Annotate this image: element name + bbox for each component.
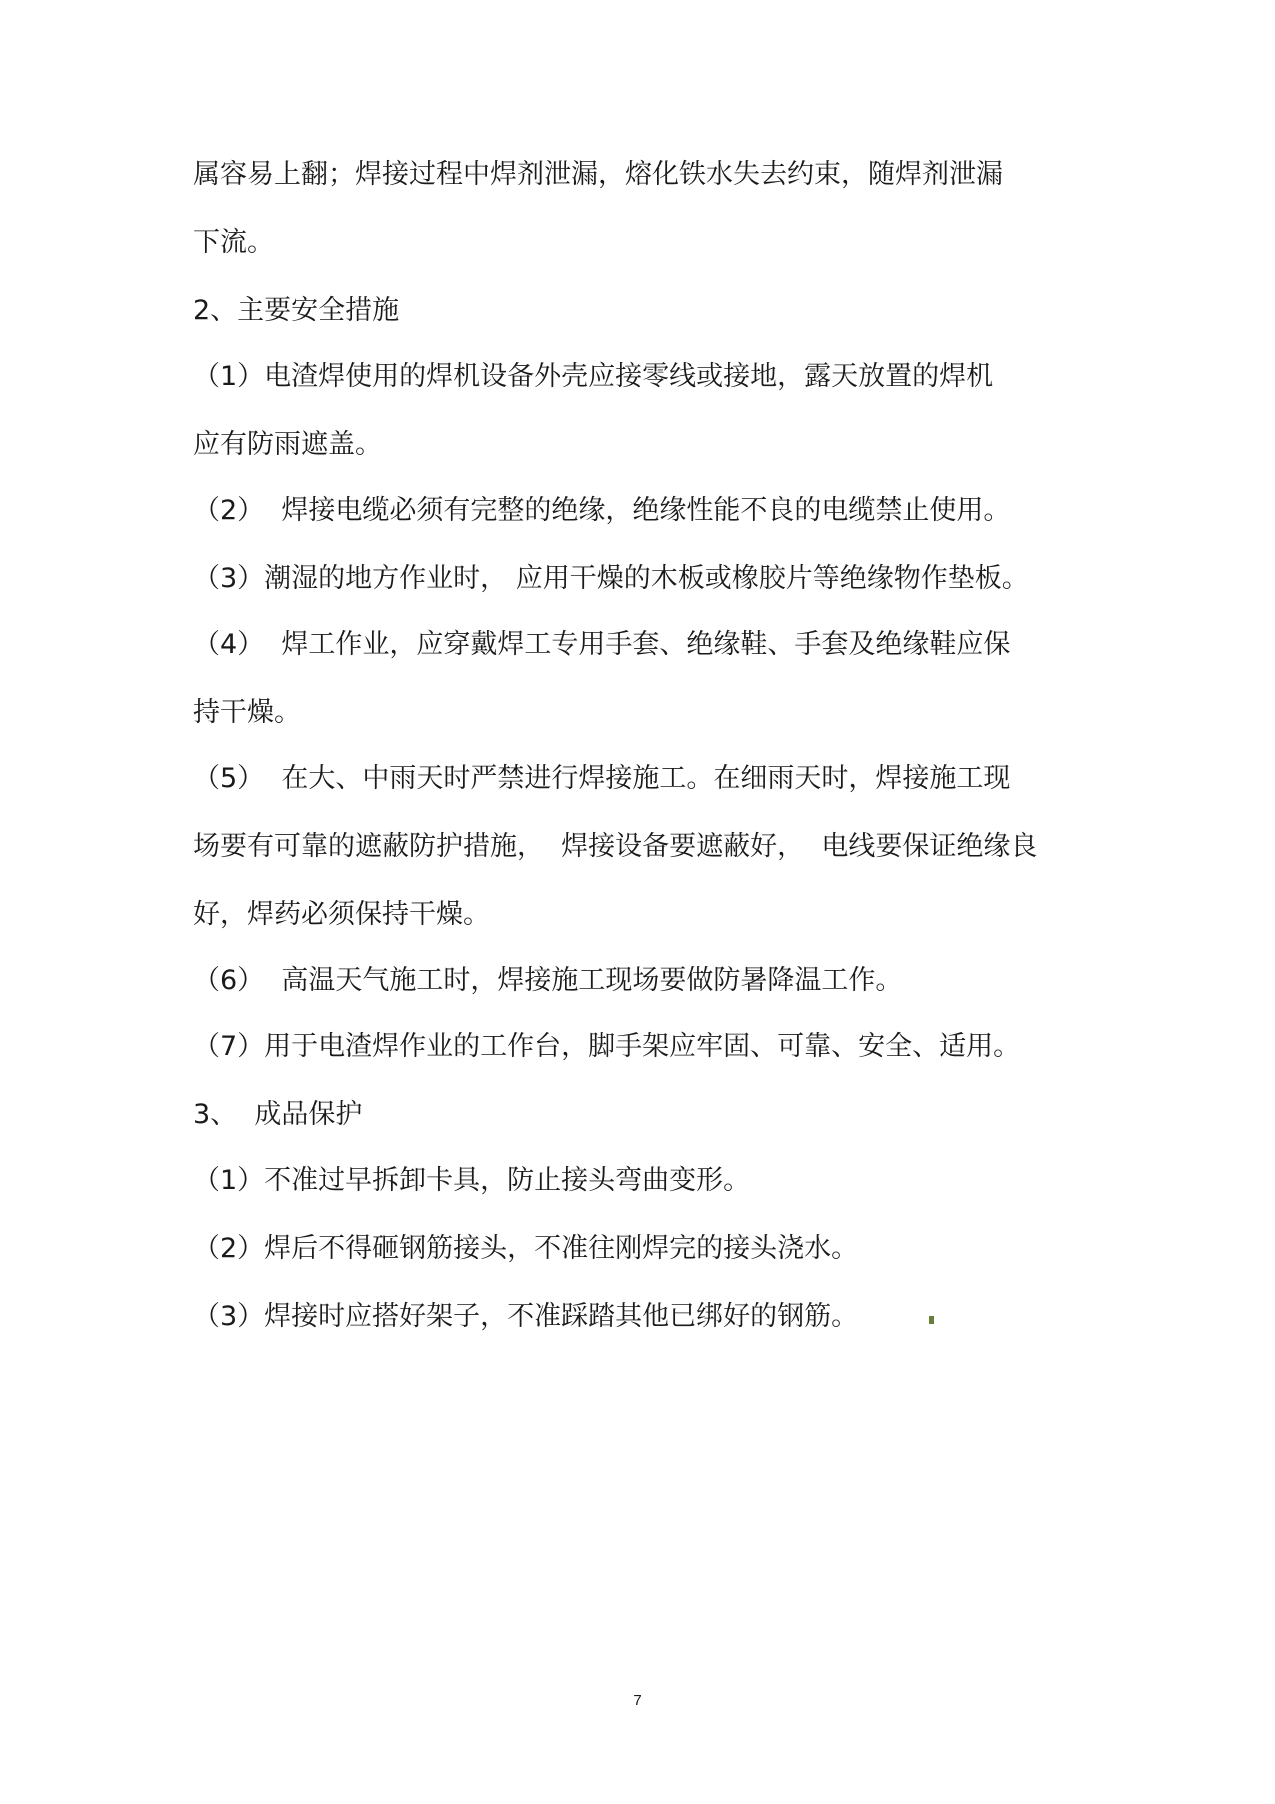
text-line: 应有防雨遮盖。: [193, 429, 382, 460]
text-line: （6） 高温天气施工时，焊接施工现场要做防暑降温工作。: [193, 965, 903, 996]
section-heading: 2、主要安全措施: [193, 295, 400, 326]
text-cursor-marker: [929, 1316, 934, 1324]
text-line: （7）用于电渣焊作业的工作台，脚手架应牢固、可靠、安全、适用。: [193, 1031, 1021, 1062]
text-line: （2） 焊接电缆必须有完整的绝缘，绝缘性能不良的电缆禁止使用。: [193, 495, 1011, 526]
text-line: （3）潮湿的地方作业时， 应用干燥的木板或橡胶片等绝缘物作垫板。: [193, 563, 1029, 594]
text-line: 持干燥。: [193, 697, 301, 728]
page-number: 7: [633, 1692, 642, 1709]
text-line: 属容易上翻；焊接过程中焊剂泄漏，熔化铁水失去约束，随焊剂泄漏: [193, 159, 1003, 190]
text-line: （1）不准过早拆卸卡具，防止接头弯曲变形。: [193, 1165, 751, 1196]
text-line: 下流。: [193, 227, 274, 258]
text-line: （2）焊后不得砸钢筋接头，不准往刚焊完的接头浇水。: [193, 1233, 859, 1264]
text-line: （4） 焊工作业，应穿戴焊工专用手套、绝缘鞋、手套及绝缘鞋应保: [193, 629, 1011, 660]
text-line: （3）焊接时应搭好架子，不准踩踏其他已绑好的钢筋。: [193, 1301, 859, 1332]
text-line: （5） 在大、中雨天时严禁进行焊接施工。在细雨天时，焊接施工现: [193, 763, 1011, 794]
text-line: 场要有可靠的遮蔽防护措施， 焊接设备要遮蔽好， 电线要保证绝缘良: [193, 831, 1038, 862]
text-line: 好，焊药必须保持干燥。: [193, 899, 490, 930]
section-heading: 3、 成品保护: [193, 1099, 363, 1130]
text-line: （1）电渣焊使用的焊机设备外壳应接零线或接地，露天放置的焊机: [193, 361, 994, 392]
